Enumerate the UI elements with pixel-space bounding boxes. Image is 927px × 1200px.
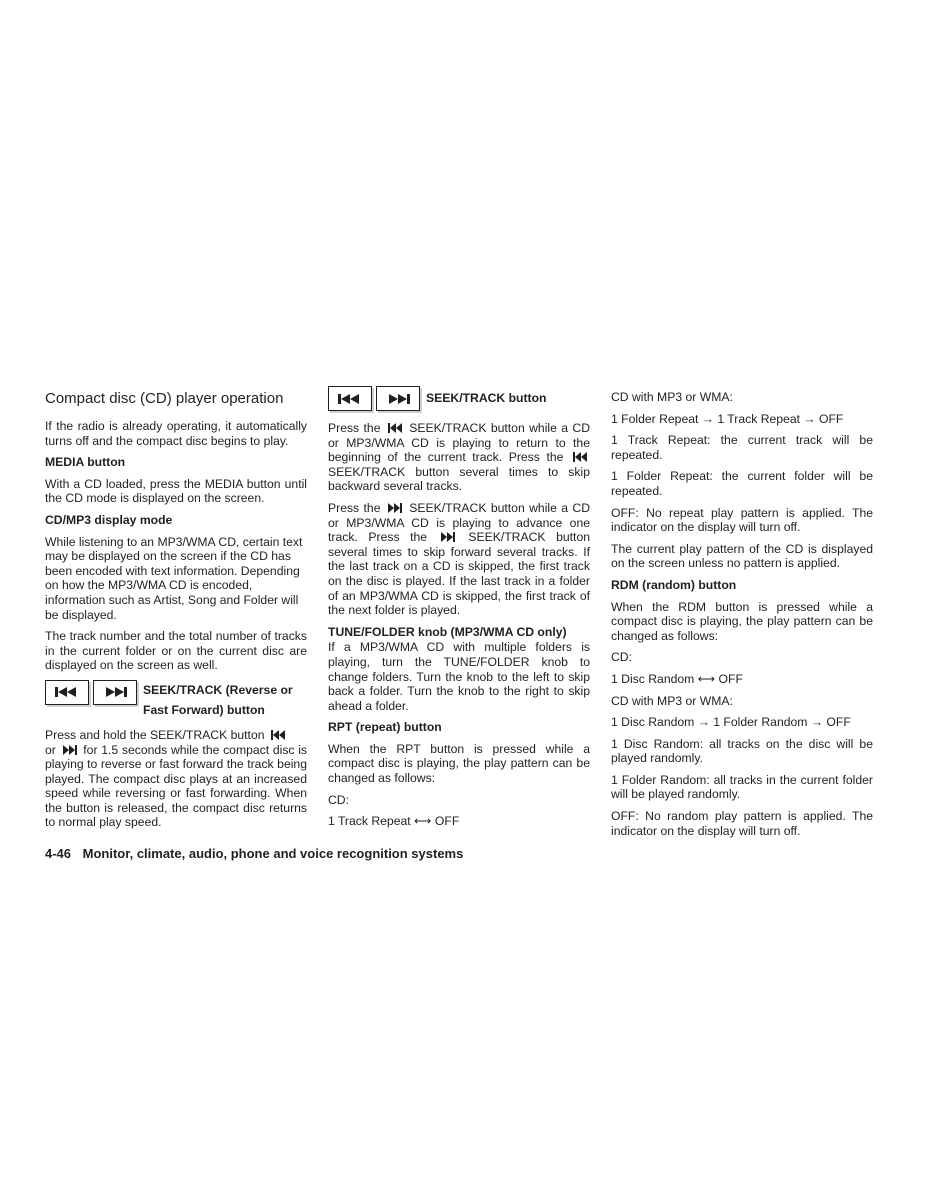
seek-track-buttons (328, 386, 590, 411)
rpt-cd-pattern: 1 Track Repeat ⟷ OFF (328, 814, 460, 829)
column-3 (611, 390, 873, 845)
seek-reverse-text-c: SEEK/TRACK button several times to skip backward several tracks. (328, 464, 590, 494)
rdm-mp3-label: CD with MP3 or WMA: (611, 693, 733, 708)
chapter-title: Monitor, climate, audio, phone and voice recognition systems (82, 846, 464, 861)
page-footer (45, 846, 463, 861)
seek-reverse-icon (337, 393, 363, 405)
rpt-heading: RPT (repeat) button (328, 720, 442, 735)
rdm-text: When the RDM button is pressed while a compact disc is playing, the play pattern can be changed as follows: (611, 599, 873, 643)
seek-reverse-text-b: SEEK/TRACK button while a CD or MP3/WMA CD is playing to return to the beginning of the current track. Press the (328, 421, 591, 465)
off-repeat-description: OFF: No repeat play pattern is applied. The indicator on the display will turn off. (611, 505, 873, 535)
seek-reverse-icon (573, 452, 587, 462)
seek-reverse-button-illustration (45, 680, 89, 705)
seek-forward-icon (385, 393, 411, 405)
media-button-text: With a CD loaded, press the MEDIA button until the CD mode is displayed on the screen. (45, 476, 307, 506)
seek-text-b: or (45, 742, 56, 757)
seek-forward-icon (63, 745, 77, 755)
folder-random-description: 1 Folder Random: all tracks in the current folder will be played randomly. (611, 772, 873, 802)
seek-forward-icon (441, 532, 455, 542)
seek-reverse-icon (388, 423, 402, 433)
rdm-cd-pattern: 1 Disc Random ⟷ OFF (611, 671, 743, 686)
seek-forward-button-illustration (376, 386, 420, 411)
column-1 (45, 388, 307, 837)
current-pattern-note: The current play pattern of the CD is displayed on the screen unless no pattern is applied. (611, 541, 873, 571)
rdm-mp3-pattern: 1 Disc Random → 1 Folder Random → OFF (611, 715, 851, 730)
tune-folder-text: If a MP3/WMA CD with multiple folders is playing, turn the TUNE/FOLDER knob to change folders. Turn the knob to the left to skip back a folder. Turn the knob to the right to skip ahead a folder. (328, 640, 590, 713)
seek-text-a: Press and hold the SEEK/TRACK button (45, 727, 265, 742)
column-2 (328, 386, 590, 836)
seek-reverse-icon (54, 686, 80, 698)
rdm-heading: RDM (random) button (611, 577, 737, 592)
seek-heading-line-1: SEEK/TRACK (Reverse or (143, 682, 293, 697)
seek-forward-text-c: SEEK/TRACK button several times to skip forward several tracks. If the last track on a CD is skipped, the first track on the disc is played. If the last track in a folder of an MP3/WMA CD is skipped, the first track of the next folder is played. (328, 530, 591, 618)
track-repeat-description: 1 Track Repeat: the current track will be repeated. (611, 433, 873, 462)
seek-heading-line-2: Fast Forward) button (143, 702, 265, 717)
seek-track-reverse-forward-buttons (45, 680, 307, 720)
seek-forward-text-a: Press the (328, 500, 381, 515)
seek-reverse-text (328, 421, 590, 494)
media-button-heading: MEDIA button (45, 455, 126, 470)
rpt-text: When the RPT button is pressed while a compact disc is playing, the play pattern can be changed as follows: (328, 741, 590, 786)
intro-paragraph: If the radio is already operating, it automatically turns off and the compact disc begins to play. (45, 419, 307, 448)
seek-forward-icon (388, 503, 402, 513)
cdmp3-display-text-1: While listening to an MP3/WMA CD, certain text may be displayed on the screen if the CD has been encoded with text information. Depending on how the MP3/WMA CD is encoded, information such as Artist, Song and Folder will be displayed. (45, 534, 303, 622)
cdmp3-display-heading: CD/MP3 display mode (45, 512, 173, 527)
seek-reverse-button-illustration (328, 386, 372, 411)
seek-text-c: for 1.5 seconds while the compact disc is playing to reverse or fast forward the track being played. The compact disc plays at an increased speed while reversing or fast forwarding. When the button is released, the compact disc returns to normal play speed. (45, 742, 308, 830)
rdm-cd-label: CD: (611, 650, 632, 665)
folder-repeat-description: 1 Folder Repeat: the current folder will be repeated. (611, 469, 873, 498)
seek-forward-text (328, 501, 590, 618)
rpt-mp3-pattern: 1 Folder Repeat → 1 Track Repeat → OFF (611, 411, 844, 426)
seek-reverse-text-a: Press the (328, 421, 381, 435)
seek-reverse-icon (271, 730, 285, 740)
rpt-mp3-label: CD with MP3 or WMA: (611, 390, 733, 404)
section-title: Compact disc (CD) player operation (45, 390, 284, 407)
disc-random-description: 1 Disc Random: all tracks on the disc will be played randomly. (611, 736, 873, 766)
tune-folder-heading: TUNE/FOLDER knob (MP3/WMA CD only) (328, 624, 567, 639)
cdmp3-display-text-2: The track number and the total number of tracks in the current folder or on the current disc are displayed on the screen as well. (45, 629, 307, 673)
off-random-description: OFF: No random play pattern is applied. The indicator on the display will turn off. (611, 809, 873, 838)
seek-forward-text-b: SEEK/TRACK button while a CD or MP3/WMA CD is playing to advance one track. Press the (328, 500, 591, 545)
seek-track-hold-text (45, 728, 307, 830)
rpt-cd-label: CD: (328, 792, 349, 807)
seek-track-reverse-forward-heading (143, 680, 293, 720)
page-number: 4-46 (45, 846, 72, 861)
seek-forward-icon (102, 686, 128, 698)
seek-track-heading: SEEK/TRACK button (426, 391, 547, 405)
seek-forward-button-illustration (93, 680, 137, 705)
